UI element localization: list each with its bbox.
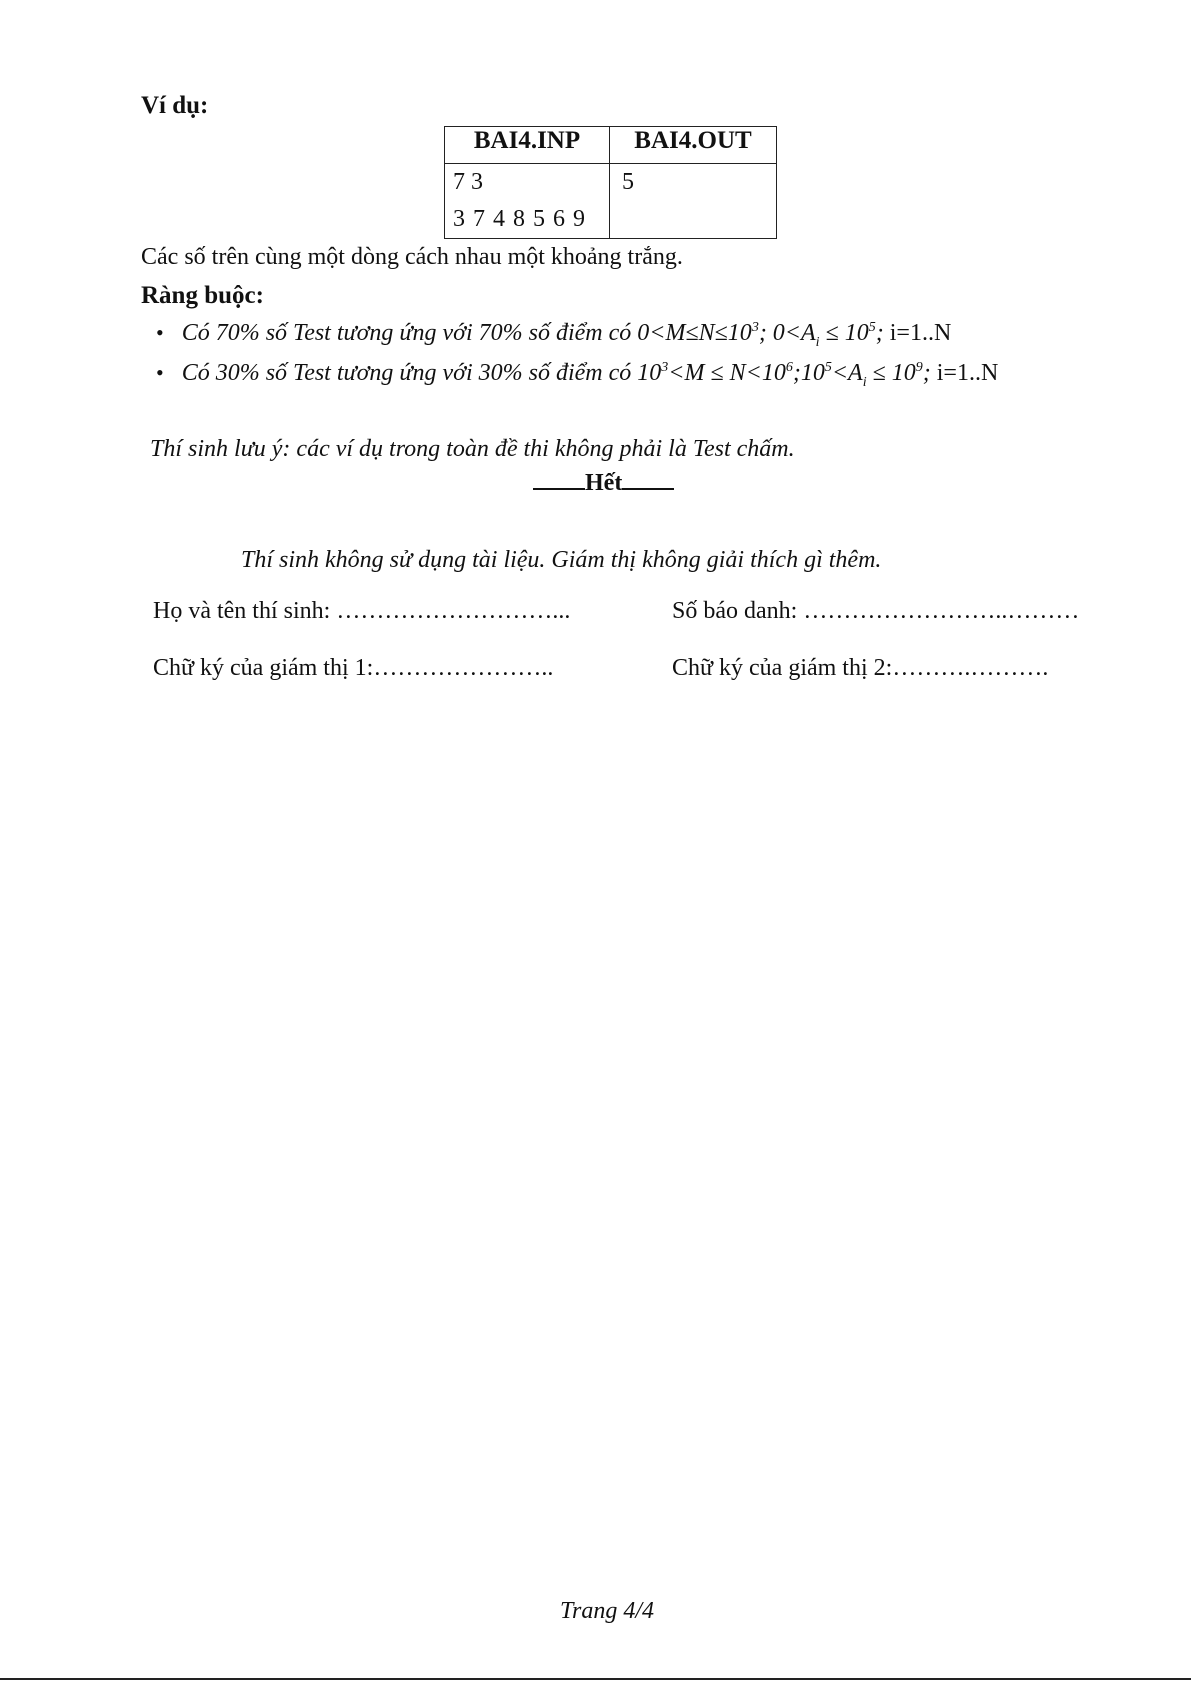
proctor-1-signature-field: Chữ ký của giám thị 1:………………….. — [153, 655, 554, 681]
proctor-2-signature-field: Chữ ký của giám thị 2:……….………. — [672, 655, 1049, 681]
candidate-note: Thí sinh lưu ý: các ví dụ trong toàn đề thi không phải là Test chấm. — [150, 436, 795, 462]
input-line: 7 3 — [453, 169, 483, 195]
end-underscore-left — [533, 470, 585, 490]
table-cell-input — [445, 164, 610, 239]
separator-note: Các số trên cùng một dòng cách nhau một khoảng trắng. — [141, 244, 683, 270]
constraints-heading: Ràng buộc: — [141, 282, 264, 309]
example-table — [444, 126, 777, 239]
input-line: 3 7 4 8 5 6 9 — [453, 206, 586, 232]
example-heading: Ví dụ: — [141, 92, 209, 119]
table-header-output: BAI4.OUT — [610, 127, 777, 164]
table-cell-output — [610, 164, 777, 239]
candidate-id-field: Số báo danh: ……………………..……… — [672, 598, 1080, 624]
end-underscore-right — [622, 470, 674, 490]
candidate-name-field: Họ và tên thí sinh: ………………………... — [153, 598, 571, 624]
bottom-divider — [0, 1678, 1191, 1680]
output-line: 5 — [622, 169, 634, 195]
end-mark: Hết — [533, 470, 674, 497]
table-header-input: BAI4.INP — [445, 127, 610, 164]
constraint-item-1: • Có 70% số Test tương ứng với 70% số điểm có $0<M\le N\le 10^3$; $0<A_i \le 10^5$; i=1..N — [156, 320, 951, 347]
constraint-item-2: • Có 30% số Test tương ứng với 30% số điểm có $10^3<M$ ≤ $N<10^6;10^5<A_i \le 10^9$; i=1..N — [156, 360, 998, 387]
page-number: Trang 4/4 — [560, 1598, 655, 1624]
no-materials-note: Thí sinh không sử dụng tài liệu. Giám thị không giải thích gì thêm. — [241, 547, 882, 573]
